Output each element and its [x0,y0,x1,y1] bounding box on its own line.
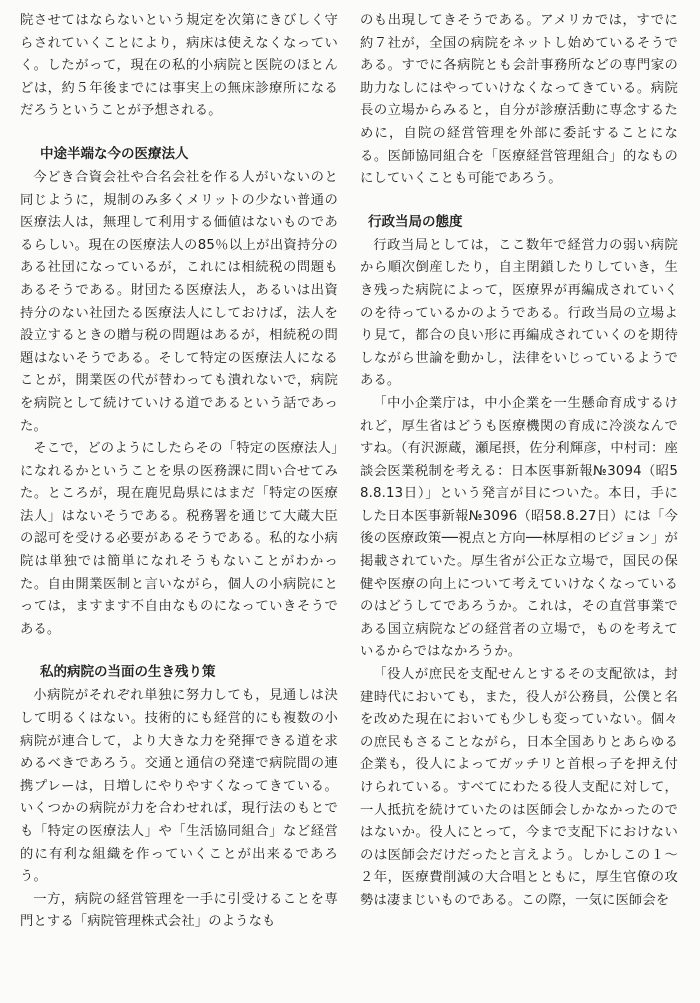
section-heading: 行政当局の態度 [368,213,463,230]
paragraph: そこで，どのようにしたらその「特定の医療法人」になれるかということを県の医務課に問い合せてみた。ところが，現在鹿児島県にはまだ「特定の医療法人」はないそうである。税務署を通じて大蔵大臣の認可を受ける必要があるそうである。私的な小病院は単独では簡単になれそうもないことがわかった。自由開業医制と言いながら，個人の小病院にとっては，ますます不自由なものになっていきそうである。 [20,441,338,637]
paragraph: 今どき合資会社や合名会社を作る人がいないのと同じように，規制のみ多くメリットの少ない普通の医療法人は，無理して利用する価値はないものであるらしい。現在の医療法人の85％以上が出資持分のある社団になっているが，これには相続税の問題もあるそうである。財団たる医療法人，あるいは出資持分のない社団たる医療法人にしておけば，法人を設立するときの贈与税の問題はあるが，相続税の問題はないそうである。そして特定の医療法人になることが，開業医の代が替わっても潰れないで，病院を病院として続けていける道であるという話であった。 [20,169,338,434]
paragraph: 院させてはならないという規定を次第にきびしく守らされていくことにより，病床は使えなくなっていく。したがって，現在の私的小病院と医院のほとんどは，約５年後までには事実上の無床診療所になるだろうということが予想される。 [20,13,338,119]
paragraph: のも出現してきそうである。アメリカでは，すでに約７社が，全国の病院をネットし始めているそうである。すでに各病院とも会計事務所などの専門家の助力なしにはやっていけなくなってきている。病院長の立場からみると，自分が診療活動に専念するために，自院の経営管理を外部に委託することになる。医師協同組合を「医療経営管理組合」的なものにしていくことも可能であろう。 [360,13,678,187]
right-column [360,10,678,913]
section-heading: 中途半端な今の医療法人 [40,145,189,162]
paragraph: 行政当局としては，ここ数年で経営力の弱い病院から順次倒産したり，自主閉鎖したりしていき，生き残った病院によって，医療界が再編成されていくのを待っているかのようである。行政当局の立場より見て，都合の良い形に再編成されていくのを期待しながら世論を動かし，法律をいじっているようである。 [360,237,678,389]
paragraph: 小病院がそれぞれ単独に努力しても，見通しは決して明るくはない。技術的にも経営的にも複数の小病院が連合して，より大きな力を発揮できる道を求めるべきであろう。交通と通信の発達で病院間の連携プレーは，日増しにやりやすくなってきている。いくつかの病院が力を合わせれば，現行法のもとでも「特定の医療法人」や「生活協同組合」など経営的に有利な組織を作っていくことが出来るであろう。 [20,688,338,885]
section-heading: 私的病院の当面の生き残り策 [40,664,216,681]
paragraph: 一方，病院の経営管理を一手に引受けることを専門とする「病院管理株式会社」のようなも [20,891,338,930]
paragraph: 「役人が庶民を支配せんとするその支配欲は，封建時代においても，また，役人が公務員，公僕と名を改めた現在においても少しも変っていない。個々の庶民もさることながら，日本全国ありとあらゆる企業も，役人によってガッチリと首根っ子を押え付けられている。すべてにわたる役人支配に対して，一人抵抗を続けていたのは医師会しかなかったのではないか。役人にとって，今まで支配下におけないのは医師会だけだったと言えよう。しかしこの１～２年，医療費削減の大合唱とともに，厚生官僚の攻勢は凄まじいものである。この際，一気に医師会を [360,667,678,908]
left-column [20,10,338,934]
paragraph: 「中小企業庁は，中小企業を一生懸命育成するけれど，厚生省はどうも医療機関の育成に冷淡なんですね。（有沢源蔵，瀬尾摂，佐分利輝彦，中村司：座談会医業税制を考える：日本医事新報№3094（昭58.8.13日）」という発言が目についた。本日，手にした日本医事新報№3096（昭58.8.27日）には「今後の医療政策──視点と方向──林厚相のビジョン」が掲載されていた。厚生省が公正な立場で，国民の保健や医療の向上について考えていけなくなっているのはどうしてであろうか。これは，その直営事業である国立病院などの経営者の立場で，ものを考えているからではなかろうか。 [360,395,678,660]
